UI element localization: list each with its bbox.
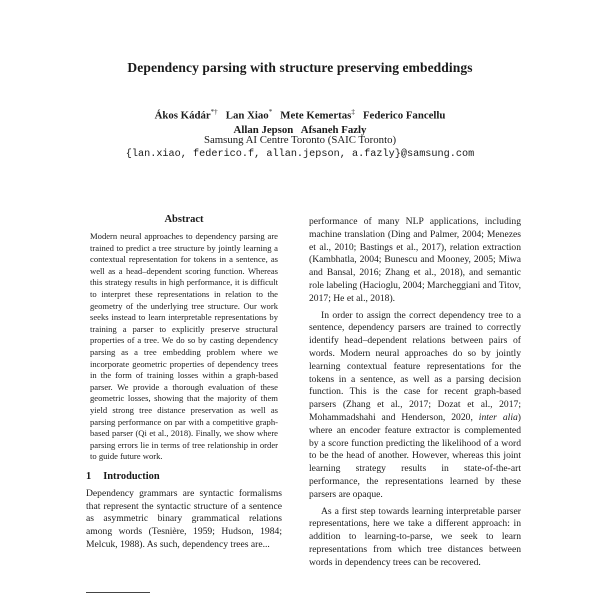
introduction-paragraph: Dependency grammars are syntactic formalisms that represent the syntactic structure of a sentence as asymmetric binary grammatical relations among words (Tesnière, 1959; Hudson, 1984; Melcuk, 1988). As such, dependency trees are... [86,487,282,551]
abstract-text: Modern neural approaches to dependency parsing are trained to predict a tree structure by jointly learning a contextual representation for tokens in a sentence, as well as a head–dependent scoring function. Whereas this strategy results in high performance, it is difficult to interpret these representations in relation to the geometry of the underlying tree structure. Our work seeks instead to learn interpretable representations by training a parser to explicitly preserve structural properties of a tree. We do so by casting dependency parsing as a tree embedding problem where we incorporate geometric properties of dependency trees in the form of training losses within a graph-based parser. We provide a thorough evaluation of these geometric losses, showing that the majority of them yield strong tree distance preservation as well as parsing performance on par with a competitive graph-based parser (Qi et al., 2018). Finally, we show where parsing errors lie in terms of tree relationship in order to guide future work. [90,231,278,462]
author-mark: * [268,108,273,116]
author-name: Afsaneh Fazly [300,124,367,137]
right-column [309,216,521,574]
author-name: Mete Kemertas [280,109,352,122]
abstract-heading: Abstract [164,214,204,225]
body-paragraph: As a first step towards learning interpretable parser representations, here we take a different approach: in addition to learning-to-parse, we seek to learn representations from which tree distances between words in dependency trees can be recovered. [309,505,521,568]
author-mark: ‡ [351,108,355,116]
paper-title: Dependency parsing with structure preserving embeddings [127,60,473,75]
author-mark: *† [210,108,218,116]
body-paragraph [309,310,521,502]
body-text-span: In order to assign the correct dependency tree to a sentence, dependency parsers are trained to correctly identify head–dependent relations between pairs of words. Modern neural approaches do so by jointly learning contextual feature representations for the tokens in a sentence, as well as a parsing decision function. This is the case for recent graph-based parsers (Zhang et al., 2017; Dozat et al., 2017; Mohammadshahi and Henderson, 2020, [309,309,521,423]
left-column [86,214,282,552]
body-paragraph: performance of many NLP applications, including machine translation (Ding and Palmer, 2004; Menezes et al., 2010; Bastings et al., 2017), relation extraction (Kambhatla, 2004; Bunescu and Mooney, 2005; Miwa and Bansal, 2016; Zhang et al., 2018), and semantic role labeling (Hacioglu, 2004; Marcheggiani and Titov, 2017; He et al., 2018). [309,216,521,304]
section-number: 1 [86,470,92,482]
body-text-span: ) where an encoder feature extractor is complemented by a score function predicting the likelihood of a word to be the head of another. However, whereas this joint learning strategy results in state-of-the-art performance, the representations learned by these parsers are opaque. [309,411,521,500]
section-title: Introduction [103,470,160,482]
latin-phrase: inter alia [478,411,518,423]
author-name: Federico Fancellu [362,109,446,122]
affiliation: Samsung AI Centre Toronto (SAIC Toronto) [203,134,397,146]
footnote-divider [86,592,150,593]
author-emails: {lan.xiao, federico.f, allan.jepson, a.fazly}@samsung.com [125,149,475,160]
author-name: Allan Jepson [233,124,294,137]
section-heading-introduction [86,471,282,482]
author-name: Ákos Kádár [154,109,211,122]
author-list [0,105,600,138]
author-name: Lan Xiao [225,109,269,122]
